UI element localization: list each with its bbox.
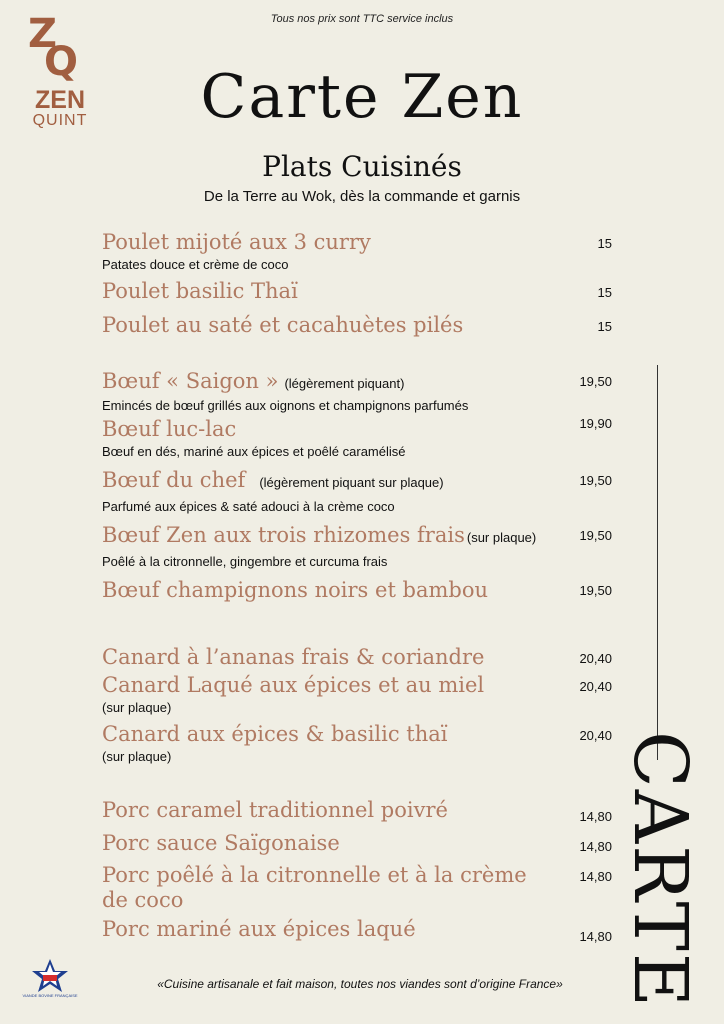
dish-price: 19,50: [579, 374, 612, 389]
page-title: Carte Zen: [200, 62, 524, 132]
dish-note: (légèrement piquant sur plaque): [259, 475, 444, 490]
menu-item: [102, 578, 562, 603]
dish-description: Emincés de bœuf grillés aux oignons et champignons parfumés: [102, 398, 469, 413]
dish-name: Porc poêlé à la citronnelle et à la crème de coco: [102, 863, 527, 912]
menu-item: [102, 863, 562, 913]
service-note: Tous nos prix sont TTC service inclus: [270, 13, 454, 25]
dish-price: 20,40: [579, 651, 612, 666]
dish-description: (sur plaque): [102, 700, 172, 715]
menu-item: [102, 722, 562, 765]
dish-price: 19,50: [579, 473, 612, 488]
dish-name: Poulet basilic Thaï: [102, 279, 298, 303]
dish-price: 14,80: [579, 839, 612, 854]
menu-item: [102, 369, 562, 414]
dish-price: 14,80: [579, 809, 612, 824]
dish-note: (légèrement piquant): [284, 376, 405, 391]
dish-price: 19,50: [579, 528, 612, 543]
dish-description: Bœuf en dés, mariné aux épices et poêlé caramélisé: [102, 444, 406, 459]
dish-name: Bœuf Zen aux trois rhizomes frais: [102, 523, 465, 547]
dish-name: Bœuf « Saigon »: [102, 369, 279, 393]
menu-item: [102, 917, 562, 942]
dish-name: Porc mariné aux épices laqué: [102, 917, 416, 941]
dish-name: Bœuf du chef: [102, 468, 246, 492]
logo-subname: QUINT: [32, 112, 88, 129]
menu-item: [102, 831, 562, 856]
menu-item: [102, 645, 562, 670]
dish-price: 15: [597, 319, 612, 334]
menu-item: [102, 313, 562, 338]
section-title: Plats Cuisinés: [262, 150, 462, 183]
logo-name: ZEN: [35, 86, 85, 114]
badge-text: VIANDE BOVINE FRANÇAISE: [22, 993, 78, 998]
dish-name: Porc caramel traditionnel poivré: [102, 798, 448, 822]
logo-monogram: Z Q: [28, 11, 67, 85]
dish-description: Parfumé aux épices & saté adouci à la crème coco: [102, 499, 395, 514]
dish-name: Porc sauce Saïgonaise: [102, 831, 340, 855]
dish-name: Poulet mijoté aux 3 curry: [102, 230, 371, 254]
dish-price: 14,80: [579, 929, 612, 944]
dish-name: Canard à l’ananas frais & coriandre: [102, 645, 485, 669]
dish-price: 15: [597, 236, 612, 251]
menu-item: [102, 230, 562, 273]
dish-price: 15: [597, 285, 612, 300]
menu-item: [102, 417, 562, 460]
dish-description: (sur plaque): [102, 749, 172, 764]
dish-note: (sur plaque): [466, 530, 537, 545]
menu-item: [102, 673, 562, 716]
dish-price: 20,40: [579, 679, 612, 694]
vertical-carte-text: CARTE: [617, 730, 704, 1009]
dish-description: Poêlé à la citronnelle, gingembre et curcuma frais: [102, 554, 388, 569]
menu-item: [102, 523, 562, 570]
dish-name: Bœuf luc-lac: [102, 417, 237, 441]
dish-price: 14,80: [579, 869, 612, 884]
vertical-carte-label: [614, 730, 706, 1009]
dish-name: Canard aux épices & basilic thaï: [102, 722, 448, 746]
dish-description: Patates douce et crème de coco: [102, 257, 289, 272]
dish-price: 19,90: [579, 416, 612, 431]
dish-name: Canard Laqué aux épices et au miel: [102, 673, 485, 697]
footer-note: «Cuisine artisanale et fait maison, toutes nos viandes sont d’origine France»: [157, 977, 563, 991]
french-beef-label-icon: [22, 956, 78, 1000]
vertical-divider: [657, 365, 658, 760]
viande-bovine-francaise-badge: [22, 956, 78, 1000]
menu-item: [102, 468, 562, 515]
menu-item: [102, 798, 562, 823]
dish-name: Bœuf champignons noirs et bambou: [102, 578, 489, 602]
dish-name: Poulet au saté et cacahuètes pilés: [102, 313, 464, 337]
dish-price: 19,50: [579, 583, 612, 598]
menu-item: [102, 279, 562, 304]
section-subtitle: De la Terre au Wok, dès la commande et garnis: [203, 188, 521, 205]
dish-price: 20,40: [579, 728, 612, 743]
